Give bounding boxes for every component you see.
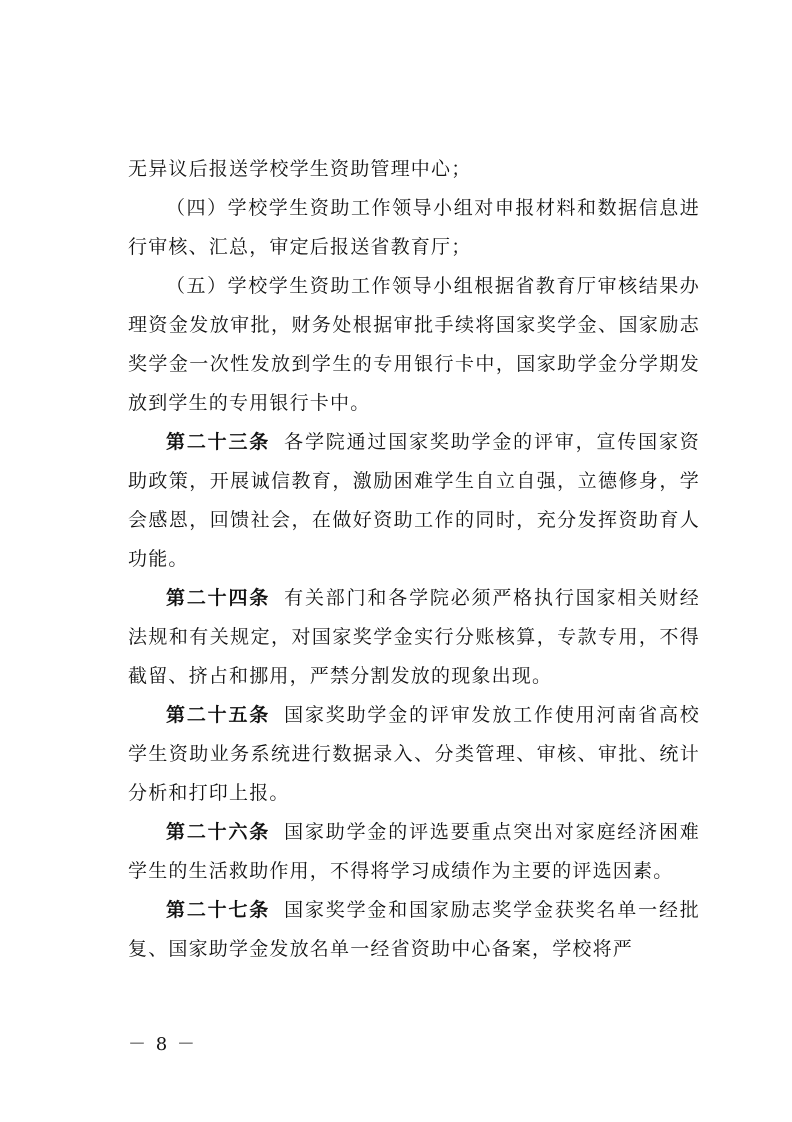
- paragraph-item-4: [128, 189, 700, 267]
- article-text: 有关部门和各学院必须严格执行国家相关财经法规和有关规定，对国家奖学金实行分账核算，专款专用，不得截留、挤占和挪用，严禁分割发放的现象出现。: [128, 587, 700, 687]
- article-26: [128, 813, 700, 891]
- article-label: 第二十四条: [166, 587, 271, 609]
- article-label: 第二十六条: [166, 821, 271, 843]
- article-text: 国家奖助学金的评审发放工作使用河南省高校学生资助业务系统进行数据录入、分类管理、审核、审批、统计分析和打印上报。: [128, 704, 700, 804]
- page-number: － 8 －: [128, 1034, 197, 1055]
- paragraph-text: （五）学校学生资助工作领导小组根据省教育厅审核结果办理资金发放审批，财务处根据审批手续将国家奖学金、国家励志奖学金一次性发放到学生的专用银行卡中，国家助学金分学期发放到学生的专用银行卡中。: [128, 275, 700, 414]
- article-24: [128, 579, 700, 696]
- paragraph-text: （四）学校学生资助工作领导小组对申报材料和数据信息进行审核、汇总，审定后报送省教育厅；: [128, 197, 700, 258]
- paragraph-item-5: [128, 267, 700, 423]
- article-text: 国家奖学金和国家励志奖学金获奖名单一经批复、国家助学金发放名单一经省资助中心备案，学校将严: [128, 899, 700, 960]
- article-label: 第二十五条: [166, 704, 271, 726]
- article-text: 各学院通过国家奖助学金的评审，宣传国家资助政策，开展诚信教育，激励困难学生自立自强，立德修身，学会感恩，回馈社会，在做好资助工作的同时，充分发挥资助育人功能。: [128, 431, 700, 570]
- article-27: [128, 891, 700, 969]
- article-text: 国家助学金的评选要重点突出对家庭经济困难学生的生活救助作用，不得将学习成绩作为主要的评选因素。: [128, 821, 700, 882]
- article-25: [128, 696, 700, 813]
- article-23: [128, 423, 700, 579]
- paragraph-continuation: [128, 150, 700, 189]
- article-label: 第二十七条: [166, 899, 271, 921]
- paragraph-text: 无异议后报送学校学生资助管理中心；: [128, 158, 472, 180]
- document-body: [128, 150, 700, 969]
- article-label: 第二十三条: [166, 431, 271, 453]
